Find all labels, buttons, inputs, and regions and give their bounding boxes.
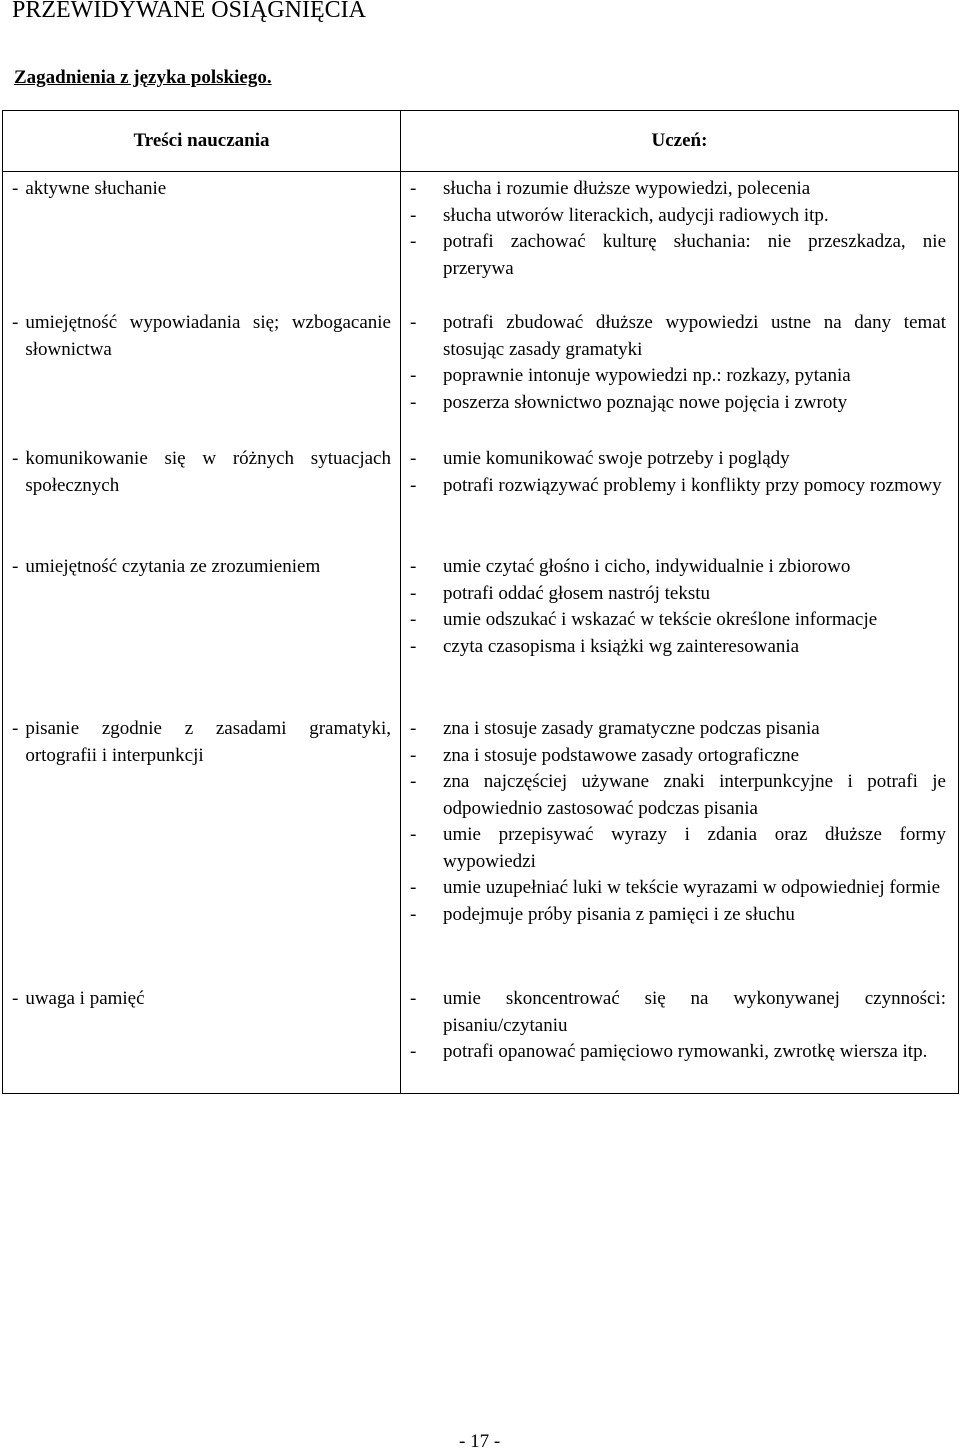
table-row [3,446,959,554]
topic-item [3,986,400,1013]
outcome-text: umie komunikować swoje potrzeby i poglądy [443,448,790,469]
bullet-dash: - [410,877,417,898]
bullet-dash: - [410,391,417,413]
bullet-dash: - [410,204,417,226]
outcome-list [401,716,958,928]
list-item [410,363,946,390]
bullet-dash: - [410,771,417,792]
bullet-dash: - [410,365,417,386]
topic-cell [3,310,401,446]
outcomes-table [2,110,959,1094]
list-item [410,390,946,417]
outcome-list [401,446,958,499]
topic-dash: - [12,988,19,1009]
outcome-text: potrafi rozwiązywać problemy i konflikty przy pomocy rozmowy [443,474,942,496]
list-item [410,822,946,875]
outcome-text: potrafi opanować pamięciowo rymowanki, zwrotkę wiersza itp. [443,1041,928,1062]
outcomes-cell [401,310,959,446]
list-item [410,634,946,661]
header-student: Uczeń: [401,111,959,172]
topic-dash: - [12,448,19,469]
outcome-text: poprawnie intonuje wypowiedzi np.: rozkazy, pytania [443,365,851,386]
outcome-text: zna najczęściej używane znaki interpunkcyjne i potrafi je odpowiednio zastosować podczas pisania [443,771,946,819]
section-subtitle: Zagadnienia z języka polskiego. [14,67,272,88]
topic-item [3,310,400,363]
topic-item [3,716,400,769]
outcome-list [401,554,958,660]
topic-text: komunikowanie się w różnych sytuacjach społecznych [25,448,391,496]
outcome-text: potrafi oddać głosem nastrój tekstu [443,582,710,604]
page-number: - 17 - [459,1431,501,1452]
outcome-list [401,986,958,1066]
bullet-dash: - [410,609,417,630]
topic-text: umiejętność wypowiadania się; wzbogacanie słownictwa [25,312,391,360]
page-title: PRZEWIDYWANE OSIĄGNIĘCIA [12,0,366,23]
bullet-dash: - [410,312,417,333]
list-item [410,446,946,473]
outcome-text: potrafi zachować kulturę słuchania: nie przeszkadza, nie przerywa [443,231,946,279]
topic-text: pisanie zgodnie z zasadami gramatyki, ortografii i interpunkcji [25,718,391,766]
topic-dash: - [12,312,19,333]
bullet-dash: - [410,903,417,925]
outcome-text: potrafi zbudować dłuższe wypowiedzi ustne na dany temat stosując zasady gramatyki [443,312,946,360]
outcome-text: podejmuje próby pisania z pamięci i ze słuchu [443,903,795,925]
list-item [410,310,946,363]
table-header-row [3,111,959,172]
topic-text: umiejętność czytania ze zrozumieniem [25,556,321,577]
bullet-dash: - [410,556,417,577]
topic-item [3,176,400,203]
outcome-text: słucha utworów literackich, audycji radiowych itp. [443,204,829,226]
list-item [410,176,946,203]
list-item [410,203,946,230]
outcomes-cell [401,716,959,986]
topic-text: uwaga i pamięć [25,988,145,1009]
bullet-dash: - [410,718,417,739]
outcomes-cell [401,172,959,311]
bullet-dash: - [410,824,417,845]
outcome-text: słucha i rozumie dłuższe wypowiedzi, polecenia [443,178,811,199]
bullet-dash: - [410,744,417,766]
outcome-text: zna i stosuje zasady gramatyczne podczas pisania [443,718,820,739]
table-row [3,716,959,986]
outcome-text: umie czytać głośno i cicho, indywidualnie i zbiorowo [443,556,851,577]
list-item [410,986,946,1039]
topic-cell [3,446,401,554]
topic-cell [3,554,401,716]
outcomes-cell [401,554,959,716]
list-item [410,554,946,581]
outcome-text: zna i stosuje podstawowe zasady ortograficzne [443,744,800,766]
bullet-dash: - [410,474,417,496]
outcome-text: poszerza słownictwo poznając nowe pojęcia i zwroty [443,391,848,413]
bullet-dash: - [410,582,417,604]
list-item [410,581,946,608]
list-item [410,743,946,770]
table-row [3,554,959,716]
table-row [3,172,959,311]
outcome-text: umie uzupełniać luki w tekście wyrazami w odpowiedniej formie [443,877,941,898]
outcomes-cell [401,986,959,1094]
topic-cell [3,172,401,311]
outcome-list [401,310,958,416]
list-item [410,473,946,500]
list-item [410,1039,946,1066]
table-row [3,310,959,446]
list-item [410,769,946,822]
list-item [410,229,946,282]
outcome-text: czyta czasopisma i książki wg zainteresowania [443,635,800,657]
topic-cell [3,716,401,986]
topic-item [3,446,400,499]
list-item [410,607,946,634]
table-row [3,986,959,1094]
topic-cell [3,986,401,1094]
bullet-dash: - [410,448,417,469]
topic-dash: - [12,556,19,577]
header-topics: Treści nauczania [3,111,401,172]
bullet-dash: - [410,1041,417,1062]
bullet-dash: - [410,988,417,1009]
outcome-text: umie skoncentrować się na wykonywanej czynności: pisaniu/czytaniu [443,988,946,1036]
list-item [410,875,946,902]
topic-text: aktywne słuchanie [25,178,167,199]
outcome-text: umie przepisywać wyrazy i zdania oraz dłuższe formy wypowiedzi [443,824,946,872]
topic-item [3,554,400,581]
list-item [410,716,946,743]
bullet-dash: - [410,635,417,657]
outcome-text: umie odszukać i wskazać w tekście określone informacje [443,609,878,630]
list-item [410,902,946,929]
topic-dash: - [12,178,19,199]
topic-dash: - [12,718,19,739]
bullet-dash: - [410,231,417,252]
bullet-dash: - [410,178,417,199]
outcomes-cell [401,446,959,554]
outcome-list [401,176,958,282]
